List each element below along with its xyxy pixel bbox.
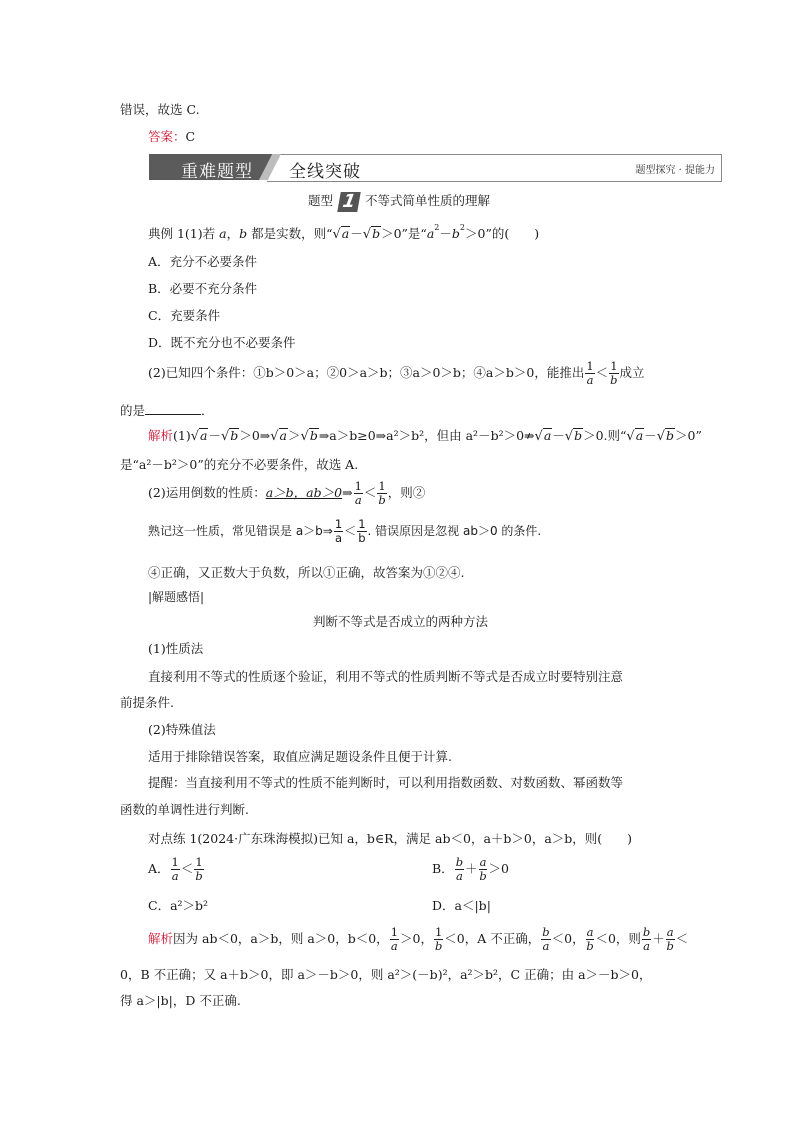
section-banner [149,154,721,180]
q2-line-2: 的是 ． [120,403,214,418]
practice-option-a: A． $\frac{1}{a}$ ＜ $\frac{1}{b}$ [148,854,203,883]
topic-heading [308,191,490,212]
s2-condition: a＞b，ab＞0 [265,485,343,500]
method-2-heading: (2)特殊值法 [148,722,216,737]
ps-l1-c: ＜0，A 不正确， [444,931,541,946]
ps-l1-e: ＜0，则 [595,931,641,946]
practice-a-label: A． [148,861,170,876]
ps-l1-a: 因为 ab＜0，a＞b，则 a＞0，b＜0， [173,931,389,946]
topic-title: 不等式简单性质的理解 [365,193,491,208]
method-1-text: 直接利用不等式的性质逐个验证，利用不等式的性质判断不等式是否成立时要特别注意 [148,669,624,684]
solution-line-4: 熟记这一性质，常见错误是 a＞b⇒ $\frac{1}{a}$ ＜ $\frac{1}{b}$ . 错误原因是忽视 ab＞0 的条件. [148,516,542,545]
practice-question: 对点练 1(2024·广东珠海模拟)已知 a，b∈R，满足 ab＜0，a＋b＞0，a＞b，则( ) [148,831,633,846]
practice-solution-line-1: 解析因为 ab＜0，a＞b，则 a＞0，b＜0， $\frac{1}{a}$ ＞0， $\frac{1}{b}$ ＜0，A 不正确， $\frac{b}{a}$ ＜0， $\frac{a}{b}$ ＜0，则 $\frac{b}{a}$ ＋ $\frac{a}{b}$ ＜ [148,924,689,953]
answer-label: 答案： [148,129,186,144]
s1-a: (1) [173,428,191,443]
method-2-text: 适用于排除错误答案，取值应满足题设条件且便于计算. [148,749,452,764]
s2-intro: (2)运用倒数的性质： [148,485,266,500]
ps-l1-f: ＜ [675,931,689,946]
method-1-heading: (1)性质法 [148,641,204,656]
q1-mid: 都是实数，则“ [251,226,333,241]
tip-line-2: 函数的单调性进行判断. [120,802,249,817]
q2-tail: 成立 [619,365,645,380]
banner-right-caption: 题型探究 · 提能力 [635,165,715,176]
topic-number-badge: 1 [337,192,361,212]
previous-text-line: 错误，故选 C. [120,102,200,117]
insight-label: |解题感悟| [148,590,205,604]
answer-line [148,127,195,145]
s3-a: 熟记这一性质，常见错误是 a＞b⇒ [148,524,333,538]
q2-text: (2)已知四个条件：①b＞0＞a；②0＞a＞b；③a＞0＞b；④a＞b＞0，能推出 [148,365,585,380]
option-c: C．充要条件 [148,308,221,323]
option-d: D．既不充分也不必要条件 [148,335,296,350]
banner-left-title: 重难题型 [181,162,253,182]
solution-label: 解析 [148,428,174,443]
insight-title: 判断不等式是否成立的两种方法 [313,614,489,629]
q1-end: ”的( ) [485,226,540,241]
example-question-1: 典例 1(1)若 a，b 都是实数，则“√a－√b＞0”是“$a^2-b^2>0$”的( ) [148,223,540,242]
tip-line-1: 提醒：当直接利用不等式的性质不能判断时，可以利用指数函数、对数函数、幂函数等 [148,775,624,790]
ps-l1-b: ＞0， [400,931,433,946]
practice-b-tail: ＞0 [488,861,509,876]
solution-line-5: ④正确，又正数大于负数，所以①正确，故答案为①②④. [148,565,465,580]
practice-option-d: D．a＜|b| [432,898,491,913]
q2-line2-text: 的是 [120,403,146,418]
s3-b: 错误原因是忽视 ab＞0 的条件. [375,524,542,538]
solution-line-3: (2)运用倒数的性质：a＞b，ab＞0⇒ $\frac{1}{a}$ ＜ $\frac{1}{b}$ ，则② [148,478,426,507]
s1-b: ＞0⇒ [239,428,271,443]
solution-line-2: 是“a²－b²＞0”的充分不必要条件，故选 A. [120,457,359,472]
option-b: B．必要不充分条件 [148,281,258,296]
s1-d: ＞0.则“ [583,428,627,443]
practice-solution-label: 解析 [148,931,174,946]
practice-option-b: B． $\frac{b}{a}$ ＋ $\frac{a}{b}$ ＞0 [432,854,509,883]
practice-solution-line-2: 0，B 不正确；又 a＋b＞0，即 a＞－b＞0，则 a²＞(－b)²，a²＞b²，C 正确；由 a＞－b＞0， [120,967,652,982]
answer-blank [145,414,201,415]
s1-c: ⇒a＞b≥0⇒a²＞b²，但由 a²－b²＞0⇏ [318,428,535,443]
example-question-2: (2)已知四个条件：①b＞0＞a；②0＞a＞b；③a＞0＞b；④a＞b＞0，能推出 $\frac{1}{a}$ ＜ $\frac{1}{b}$ 成立 [148,358,645,387]
practice-b-label: B． [432,861,454,876]
banner-middle-title: 全线突破 [289,162,361,182]
topic-prefix: 题型 [308,193,334,208]
ps-l1-d: ＜0， [551,931,585,946]
solution-line-1: 解析(1)√a－√b＞0⇒√a＞√b⇒a＞b≥0⇒a²＞b²，但由 a²－b²＞0⇏√a－√b＞0.则“√a－√b＞0” [148,428,702,444]
practice-solution-line-3: 得 a＞|b|，D 不正确. [120,993,241,1008]
s2-tail: ，则② [387,485,426,500]
practice-option-c: C．a²＞b² [148,898,209,913]
option-a: A．充分不必要条件 [148,254,258,269]
method-1-text-2: 前提条件. [120,695,174,710]
q1-is: ”是“ [401,226,427,241]
s1-e: ＞0” [675,428,702,443]
answer-value: C [185,129,196,144]
q1-intro: 典例 1(1)若 [148,226,216,241]
